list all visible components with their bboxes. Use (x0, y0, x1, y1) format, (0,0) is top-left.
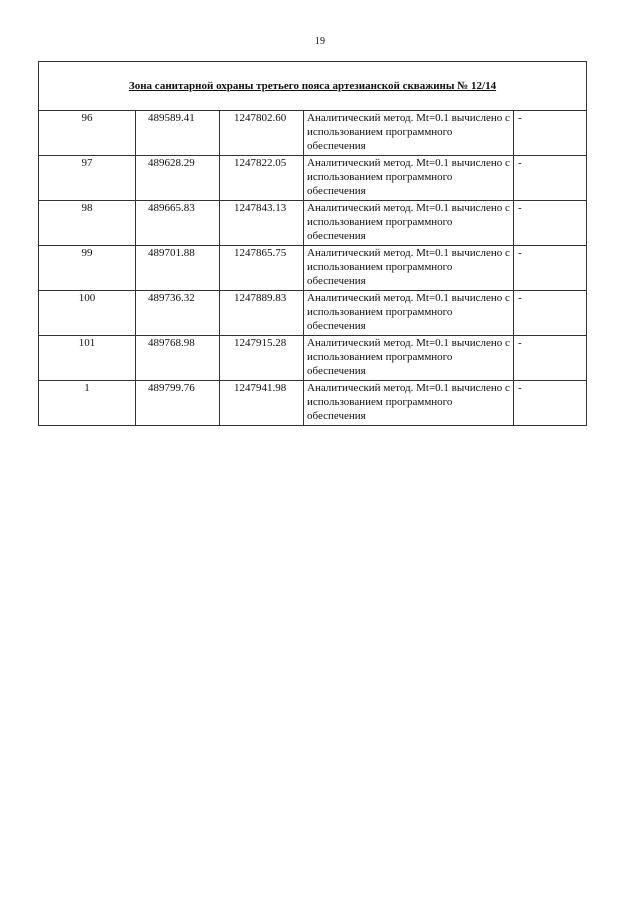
table-row (39, 201, 587, 246)
determination-method: Аналитический метод. Mt=0.1 вычислено с использованием программного обеспечения (304, 246, 514, 291)
coordinate-x: 489628.29 (136, 156, 220, 201)
point-note: - (514, 201, 587, 246)
determination-method: Аналитический метод. Mt=0.1 вычислено с использованием программного обеспечения (304, 291, 514, 336)
coordinate-x: 489768.98 (136, 336, 220, 381)
table-title: Зона санитарной охраны третьего пояса артезианской скважины № 12/14 (128, 80, 497, 92)
point-number: 1 (39, 381, 136, 426)
determination-method: Аналитический метод. Mt=0.1 вычислено с использованием программного обеспечения (304, 156, 514, 201)
coordinate-x: 489665.83 (136, 201, 220, 246)
table-row (39, 111, 587, 156)
point-note: - (514, 156, 587, 201)
table-row (39, 246, 587, 291)
point-number: 99 (39, 246, 136, 291)
determination-method: Аналитический метод. Mt=0.1 вычислено с использованием программного обеспечения (304, 381, 514, 426)
determination-method: Аналитический метод. Mt=0.1 вычислено с использованием программного обеспечения (304, 201, 514, 246)
coordinate-y: 1247822.05 (220, 156, 304, 201)
page-number: 19 (314, 36, 326, 47)
table-title-row (39, 62, 587, 111)
determination-method: Аналитический метод. Mt=0.1 вычислено с использованием программного обеспечения (304, 336, 514, 381)
table-row (39, 291, 587, 336)
table-title-cell (39, 62, 587, 111)
coordinate-y: 1247865.75 (220, 246, 304, 291)
coordinate-x: 489736.32 (136, 291, 220, 336)
coordinate-x: 489701.88 (136, 246, 220, 291)
table-row (39, 336, 587, 381)
point-note: - (514, 246, 587, 291)
coordinate-x: 489799.76 (136, 381, 220, 426)
point-note: - (514, 381, 587, 426)
point-note: - (514, 336, 587, 381)
table-body (39, 62, 587, 426)
point-number: 100 (39, 291, 136, 336)
coordinate-y: 1247843.13 (220, 201, 304, 246)
determination-method: Аналитический метод. Mt=0.1 вычислено с использованием программного обеспечения (304, 111, 514, 156)
point-number: 97 (39, 156, 136, 201)
coordinate-y: 1247941.98 (220, 381, 304, 426)
table-row (39, 381, 587, 426)
coordinate-y: 1247889.83 (220, 291, 304, 336)
point-note: - (514, 111, 587, 156)
point-number: 96 (39, 111, 136, 156)
coordinate-x: 489589.41 (136, 111, 220, 156)
point-number: 101 (39, 336, 136, 381)
point-number: 98 (39, 201, 136, 246)
coordinates-table (38, 61, 587, 426)
coordinate-y: 1247915.28 (220, 336, 304, 381)
table-row (39, 156, 587, 201)
coordinates-table-container (38, 61, 586, 426)
point-note: - (514, 291, 587, 336)
coordinate-y: 1247802.60 (220, 111, 304, 156)
